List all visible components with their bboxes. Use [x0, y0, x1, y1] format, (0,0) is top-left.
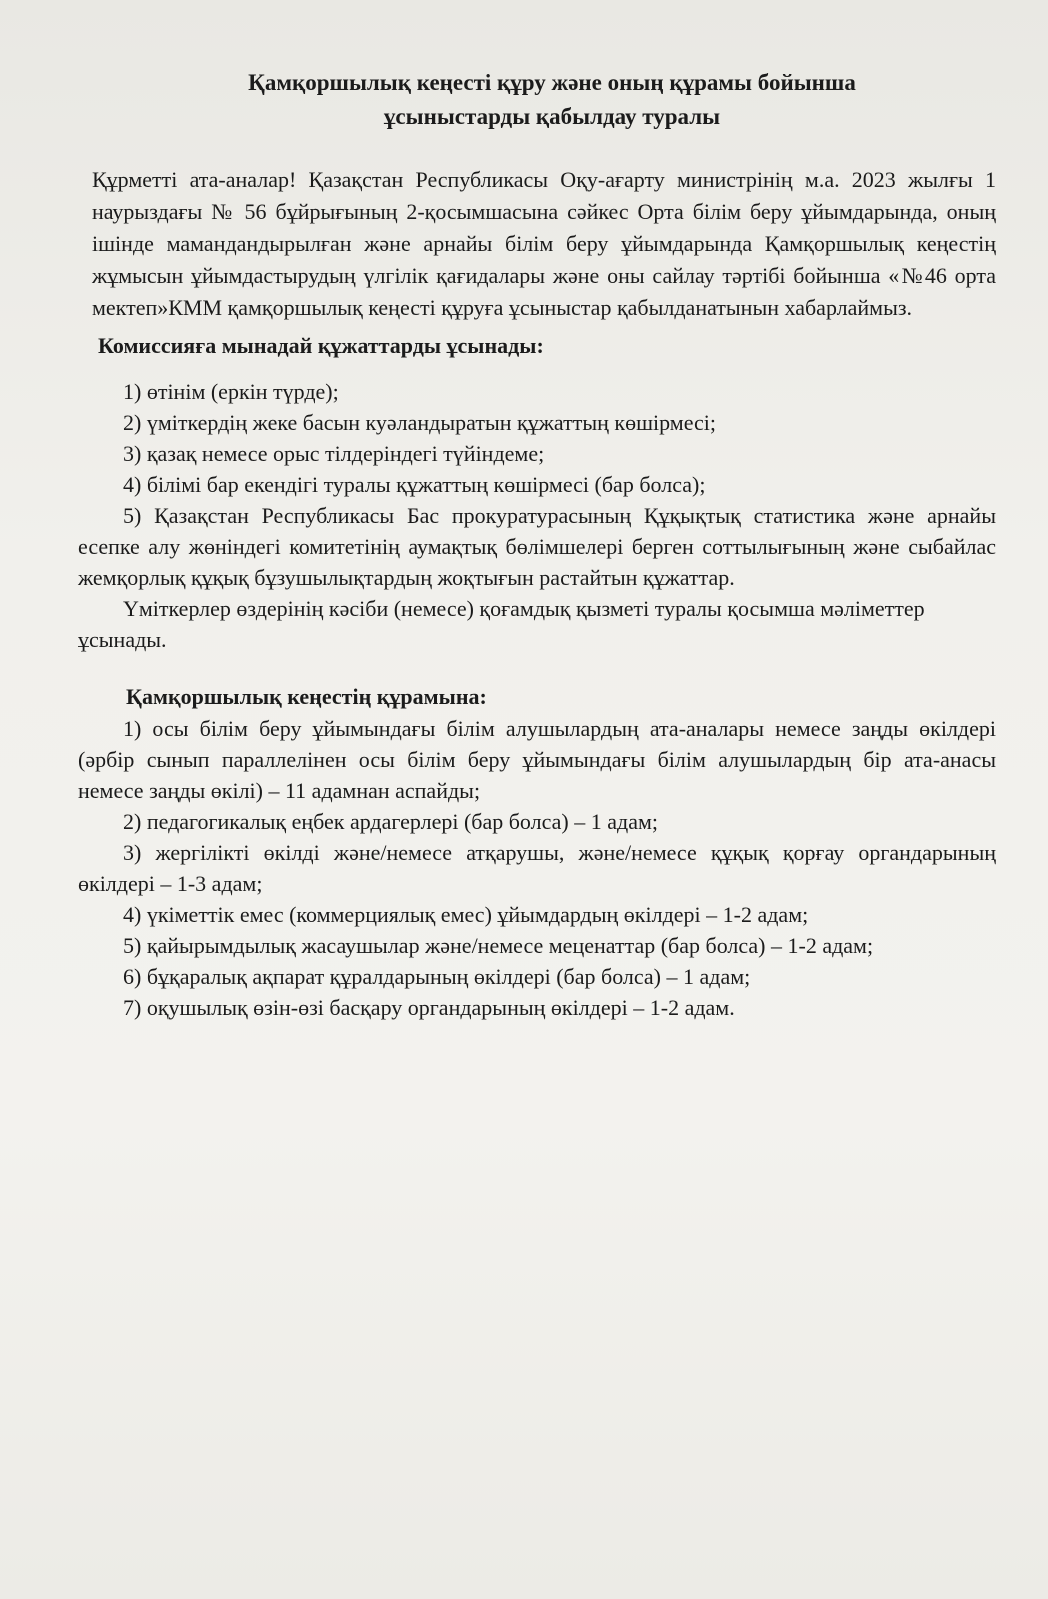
list-item: 7) оқушылық өзін-өзі басқару органдарының өкілдері – 1-2 адам. — [123, 995, 735, 1020]
document-title — [78, 66, 996, 134]
list-item: 4) білімі бар екендігі туралы құжаттың көшірмесі (бар болса); — [123, 472, 706, 497]
composition-list — [78, 713, 996, 1023]
list-item: 4) үкіметтік емес (коммерциялық емес) ұйымдардың өкілдері – 1-2 адам; — [123, 902, 809, 927]
list-item: 1) өтінім (еркін түрде); — [123, 379, 339, 404]
documents-heading: Комиссияға мынадай құжаттарды ұсынады: — [98, 333, 544, 358]
list-item: 1) осы білім беру ұйымындағы білім алушылардың ата-аналары немесе заңды өкілдері (әрбір сынып параллелінен осы білім беру ұйымындағы білім алушылардың бір ата-анасы немесе заңды өкілі) – 11 адамнан аспайды; — [78, 716, 996, 803]
composition-heading: Қамқоршылық кеңестің құрамына: — [126, 684, 487, 709]
list-item: 2) үміткердің жеке басын куәландыратын құжаттың көшірмесі; — [123, 410, 717, 435]
title-line-2: ұсыныстарды қабылдау туралы — [383, 104, 721, 129]
intro-paragraph: Құрметті ата-аналар! Қазақстан Республикасы Оқу-ағарту министрінің м.а. 2023 жылғы 1 наурыздағы № 56 бұйрығының 2-қосымшасына сәйкес Орта білім беру ұйымдарында, оның ішінде мамандандырылған және арнайы білім беру ұйымдарында Қамқоршылық кеңестің жұмысын ұйымдастырудың үлгілік қағидалары және оны сайлау тәртібі бойынша «№46 орта мектеп»КММ қамқоршылық кеңесті құруға ұсыныстар қабылданатынын хабарлаймыз. — [92, 167, 996, 320]
list-item: Үміткерлер өздерінің кәсіби (немесе) қоғамдық қызметі туралы қосымша мәліметтер ұсынады. — [78, 596, 925, 652]
list-item: 5) қайырымдылық жасаушылар және/немесе меценаттар (бар болса) – 1-2 адам; — [123, 933, 874, 958]
list-item: 3) жергілікті өкілді және/немесе атқарушы, және/немесе құқық қорғау органдарының өкілдері – 1-3 адам; — [78, 840, 996, 896]
title-line-1: Қамқоршылық кеңесті құру және оның құрамы бойынша — [248, 70, 856, 95]
list-item: 6) бұқаралық ақпарат құралдарының өкілдері (бар болса) – 1 адам; — [123, 964, 751, 989]
list-item: 5) Қазақстан Республикасы Бас прокуратурасының Құқықтық статистика және арнайы есепке алу жөніндегі комитетінің аумақтық бөлімшелері берген соттылығының және сыбайлас жемқорлық құқық бұзушылықтардың жоқтығын растайтын құжаттар. — [78, 503, 996, 590]
list-item: 3) қазақ немесе орыс тілдеріндегі түйіндеме; — [123, 441, 545, 466]
documents-list — [78, 376, 996, 655]
list-item: 2) педагогикалық еңбек ардагерлері (бар болса) – 1 адам; — [123, 809, 659, 834]
